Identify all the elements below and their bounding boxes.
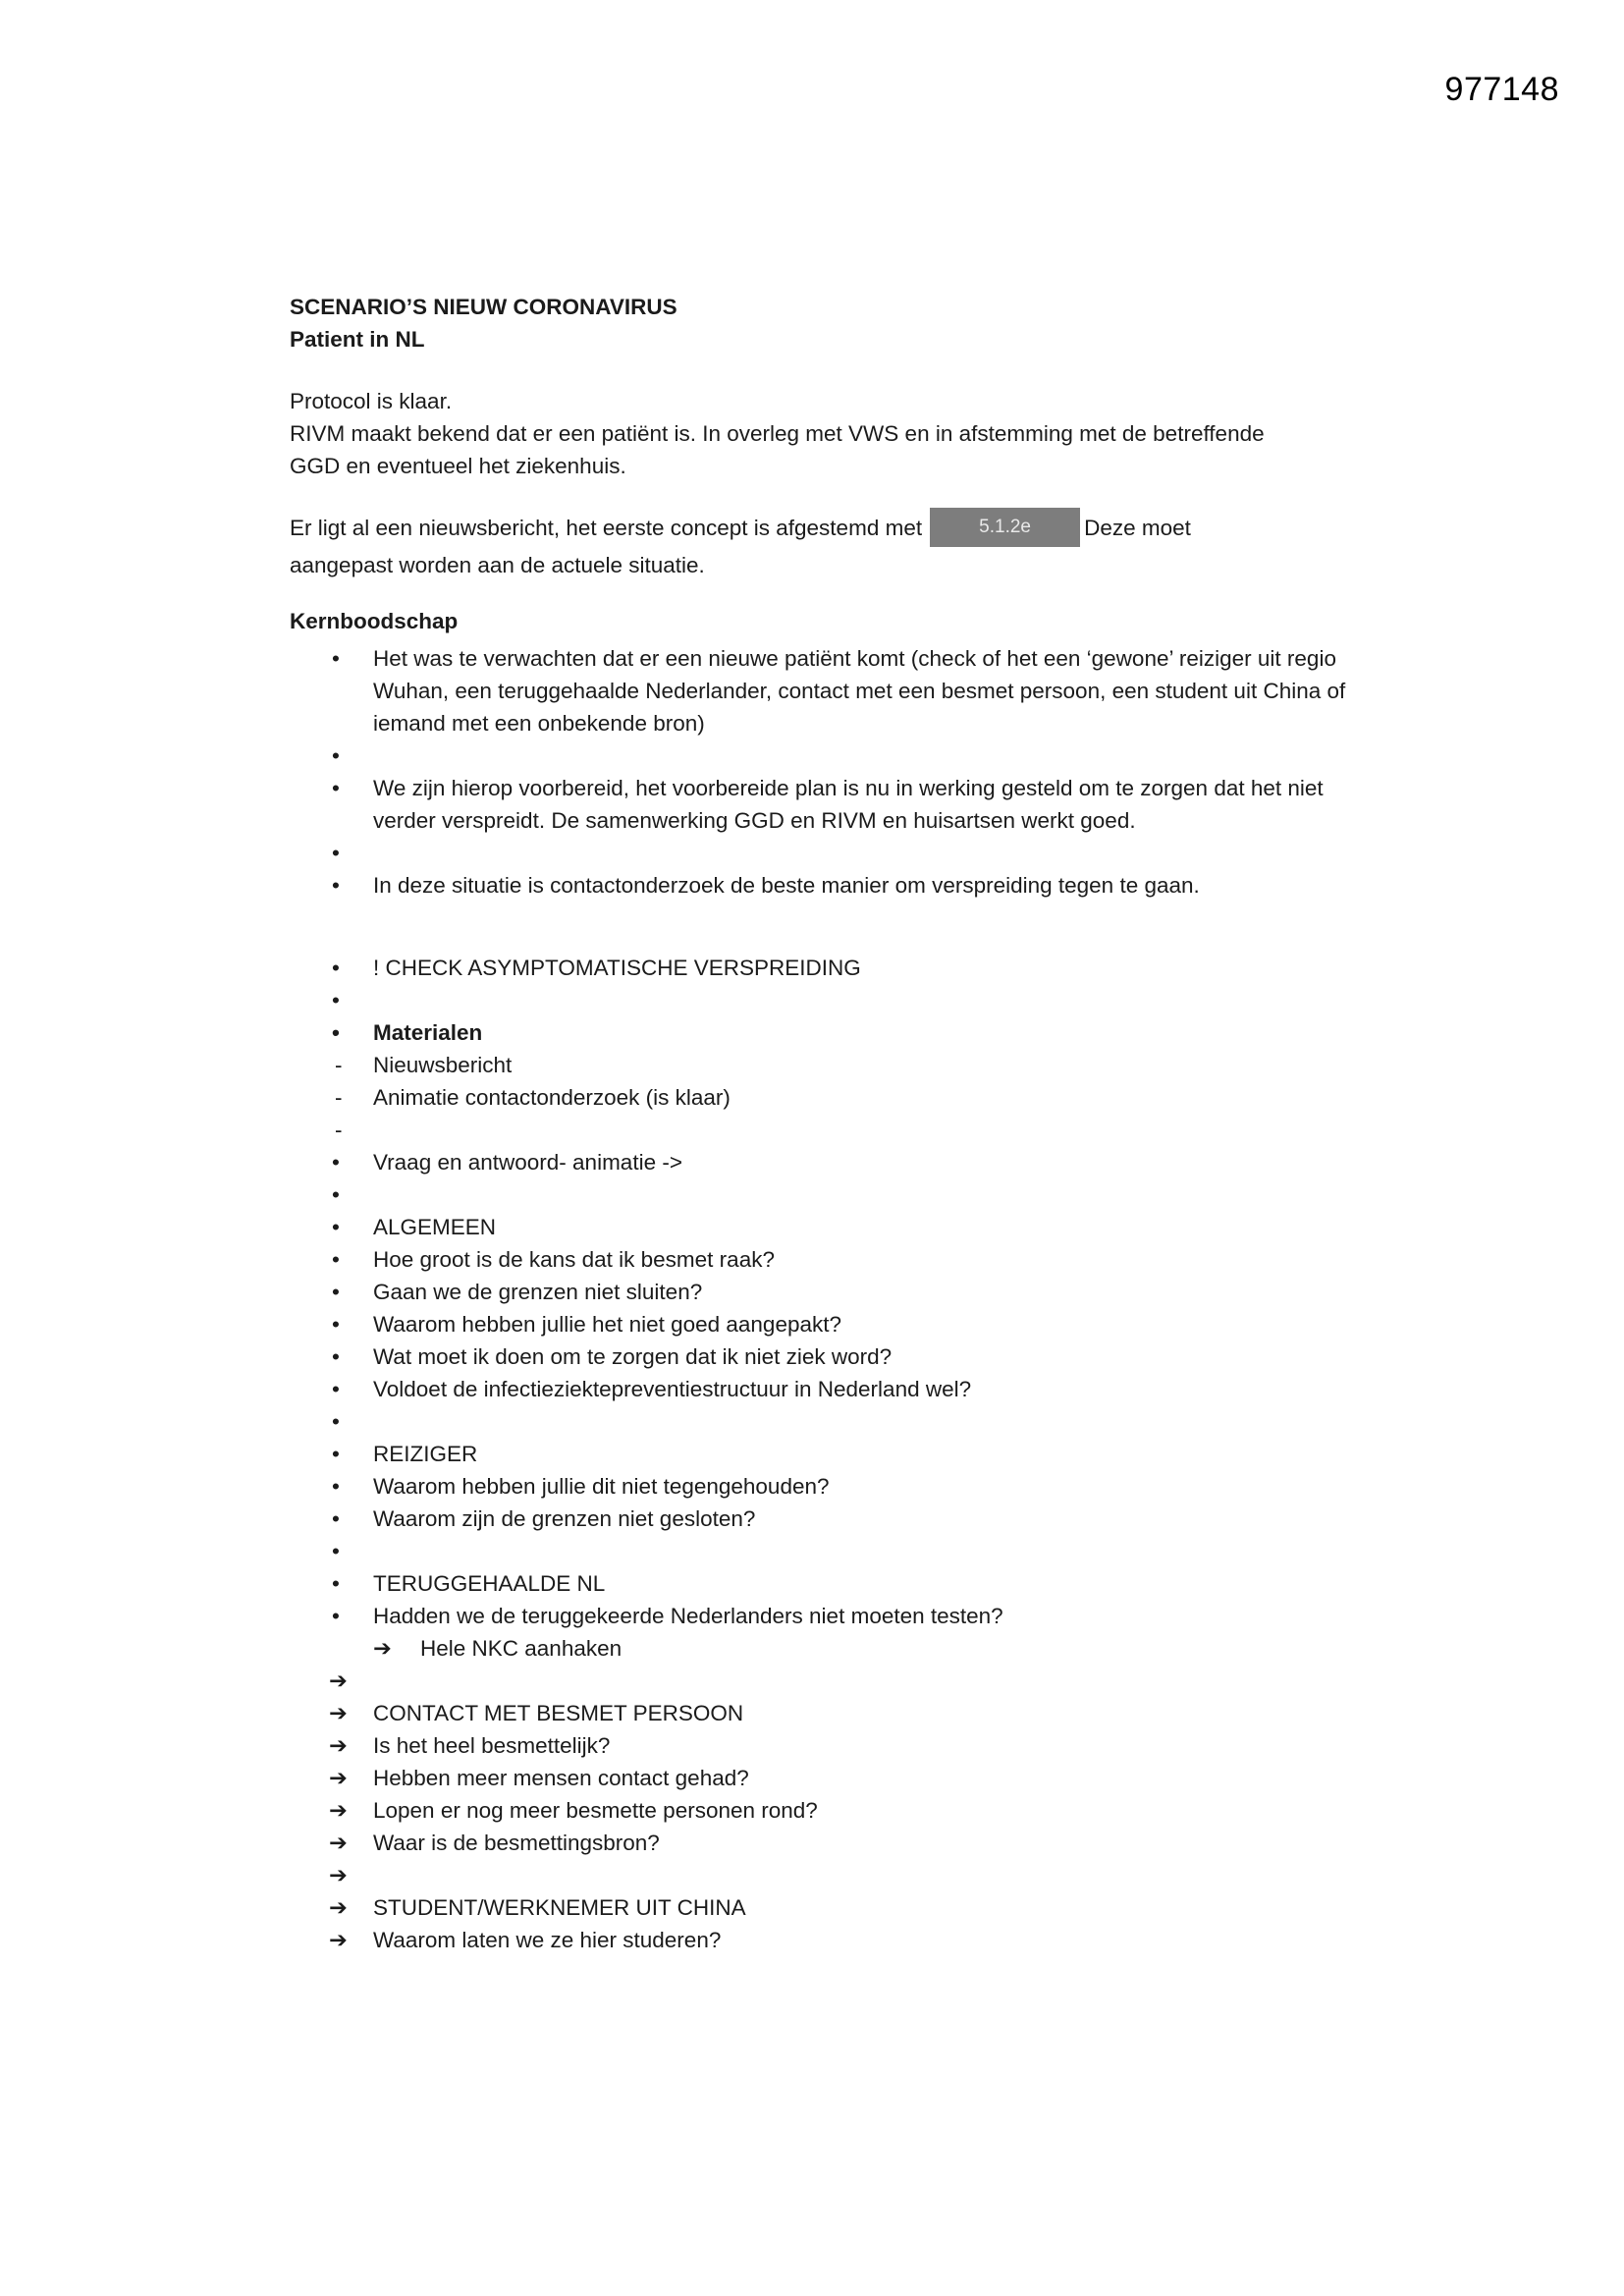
list-item-text: Waarom zijn de grenzen niet gesloten? <box>373 1506 756 1531</box>
list-item <box>290 952 1350 984</box>
news-text-after: Deze moet <box>1084 515 1191 540</box>
arrow-marker: ➔ <box>329 1701 348 1725</box>
list-item-text: CONTACT MET BESMET PERSOON <box>373 1701 744 1725</box>
list-item-text: Lopen er nog meer besmette personen rond? <box>373 1798 818 1823</box>
redaction-box: 5.1.2e <box>930 508 1080 547</box>
list-item <box>290 642 1350 739</box>
list-item-text: Voldoet de infectieziektepreventiestructuur in Nederland wel? <box>373 1377 972 1401</box>
protocol-line-1: Protocol is klaar. <box>290 389 453 413</box>
spacer <box>290 482 1350 510</box>
dash-marker: - <box>335 1085 343 1110</box>
list-item <box>290 1016 1350 1049</box>
dash-marker: - <box>335 1118 343 1142</box>
list-item <box>290 1600 1350 1632</box>
list-item <box>290 1632 1350 1665</box>
list-item-text: Waarom hebben jullie het niet goed aangepakt? <box>373 1312 842 1337</box>
list-item <box>290 1470 1350 1503</box>
list-item-text: Animatie contactonderzoek (is klaar) <box>373 1085 731 1110</box>
list-item <box>290 1535 1350 1567</box>
list-item-text: REIZIGER <box>373 1442 478 1466</box>
news-text-before: Er ligt al een nieuwsbericht, het eerste concept is afgestemd met <box>290 515 923 540</box>
list-item-text: ALGEMEEN <box>373 1215 497 1239</box>
kernboodschap-heading: Kernboodschap <box>290 609 459 633</box>
list-item <box>290 739 1350 772</box>
list-item-text: Hebben meer mensen contact gehad? <box>373 1766 749 1790</box>
list-item-text: Hadden we de teruggekeerde Nederlanders niet moeten testen? <box>373 1604 1003 1628</box>
list-item <box>290 1081 1350 1114</box>
list-item-text: Waarom hebben jullie dit niet tegengehouden? <box>373 1474 830 1499</box>
list-item <box>290 772 1350 837</box>
list-item <box>290 869 1350 902</box>
list-item <box>290 1114 1350 1146</box>
list-item <box>290 1243 1350 1276</box>
list-item-text: We zijn hierop voorbereid, het voorbereide plan is nu in werking gesteld om te zorgen dat het niet verder verspreidt. De samenwerking GGD en RIVM en huisartsen werkt goed. <box>373 776 1324 833</box>
list-item <box>290 984 1350 1016</box>
list-item <box>290 1211 1350 1243</box>
bullet-marker: • <box>332 1020 340 1045</box>
arrow-marker: ➔ <box>329 1668 348 1693</box>
bullet-marker: • <box>332 1604 340 1628</box>
bullet-marker: • <box>332 1377 340 1401</box>
spacer <box>290 355 1350 385</box>
list-item-text: Vraag en antwoord- animatie -> <box>373 1150 682 1175</box>
arrow-marker: ➔ <box>329 1895 348 1920</box>
bullet-marker: • <box>332 956 340 980</box>
list-item-text: Materialen <box>373 1020 483 1045</box>
protocol-line-2: RIVM maakt bekend dat er een patiënt is. In overleg met VWS en in afstemming met de betreffende <box>290 421 1265 446</box>
list-item-text: Gaan we de grenzen niet sluiten? <box>373 1280 703 1304</box>
list-item-text: Nieuwsbericht <box>373 1053 513 1077</box>
bullet-marker: • <box>332 1474 340 1499</box>
bullet-marker: • <box>332 1312 340 1337</box>
list-item <box>290 1697 1350 1729</box>
list-item <box>290 837 1350 869</box>
bullet-marker: • <box>332 1409 340 1434</box>
protocol-line-3: GGD en eventueel het ziekenhuis. <box>290 454 626 478</box>
bullet-marker: • <box>332 988 340 1012</box>
list-item <box>290 1924 1350 1956</box>
list-item <box>290 1729 1350 1762</box>
bullet-marker: • <box>332 1539 340 1563</box>
list-item-text: In deze situatie is contactonderzoek de beste manier om verspreiding tegen te gaan. <box>373 873 1200 898</box>
list-item <box>290 1373 1350 1405</box>
list-item <box>290 1891 1350 1924</box>
bullet-marker: • <box>332 1182 340 1207</box>
arrow-marker: ➔ <box>373 1636 392 1661</box>
bullet-marker: • <box>332 873 340 898</box>
bullet-marker: • <box>332 776 340 800</box>
bullet-marker: • <box>332 1506 340 1531</box>
bullet-marker: • <box>332 1442 340 1466</box>
bullet-marker: • <box>332 1280 340 1304</box>
list-item-text: Hoe groot is de kans dat ik besmet raak? <box>373 1247 775 1272</box>
list-item <box>290 1405 1350 1438</box>
spacer <box>290 581 1350 605</box>
arrow-marker: ➔ <box>329 1733 348 1758</box>
bullet-marker: • <box>332 646 340 671</box>
bullet-list <box>290 642 1350 1956</box>
list-item <box>290 1665 1350 1697</box>
document-content <box>290 291 1350 1956</box>
list-item <box>290 1503 1350 1535</box>
list-spacer <box>290 902 1350 952</box>
list-item <box>290 1859 1350 1891</box>
list-item <box>290 1146 1350 1178</box>
bullet-marker: • <box>332 1150 340 1175</box>
arrow-marker: ➔ <box>329 1831 348 1855</box>
list-item <box>290 1276 1350 1308</box>
paragraph-nieuwsbericht <box>290 510 1350 581</box>
list-item <box>290 1438 1350 1470</box>
document-subtitle: Patient in NL <box>290 327 425 352</box>
arrow-marker: ➔ <box>329 1766 348 1790</box>
bullet-marker: • <box>332 1215 340 1239</box>
list-item-text: ! CHECK ASYMPTOMATISCHE VERSPREIDING <box>373 956 861 980</box>
arrow-marker: ➔ <box>329 1928 348 1952</box>
dash-marker: - <box>335 1053 343 1077</box>
list-item <box>290 1178 1350 1211</box>
arrow-marker: ➔ <box>329 1798 348 1823</box>
list-item-text: STUDENT/WERKNEMER UIT CHINA <box>373 1895 746 1920</box>
list-item-text: Is het heel besmettelijk? <box>373 1733 611 1758</box>
list-item-text: Wat moet ik doen om te zorgen dat ik niet ziek word? <box>373 1344 893 1369</box>
document-title: SCENARIO’S NIEUW CORONAVIRUS <box>290 295 677 319</box>
list-item-text: Het was te verwachten dat er een nieuwe patiënt komt (check of het een ‘gewone’ reiziger uit regio Wuhan, een teruggehaalde Nederlander, contact met een besmet persoon, een student uit China of iemand met een onbekende bron) <box>373 646 1346 736</box>
list-item <box>290 1049 1350 1081</box>
list-item <box>290 1567 1350 1600</box>
news-line-2: aangepast worden aan de actuele situatie. <box>290 553 705 577</box>
list-item-text: TERUGGEHAALDE NL <box>373 1571 606 1596</box>
list-item <box>290 1762 1350 1794</box>
arrow-marker: ➔ <box>329 1863 348 1887</box>
list-item <box>290 1308 1350 1340</box>
bullet-marker: • <box>332 743 340 768</box>
paragraph-protocol <box>290 385 1350 482</box>
list-item-text: Waar is de besmettingsbron? <box>373 1831 660 1855</box>
list-item-text: Waarom laten we ze hier studeren? <box>373 1928 722 1952</box>
bullet-marker: • <box>332 1571 340 1596</box>
bullet-marker: • <box>332 841 340 865</box>
list-item-text: Hele NKC aanhaken <box>420 1636 623 1661</box>
bullet-marker: • <box>332 1344 340 1369</box>
bullet-marker: • <box>332 1247 340 1272</box>
document-number: 977148 <box>1444 71 1559 108</box>
list-item <box>290 1794 1350 1827</box>
list-item <box>290 1340 1350 1373</box>
list-item <box>290 1827 1350 1859</box>
